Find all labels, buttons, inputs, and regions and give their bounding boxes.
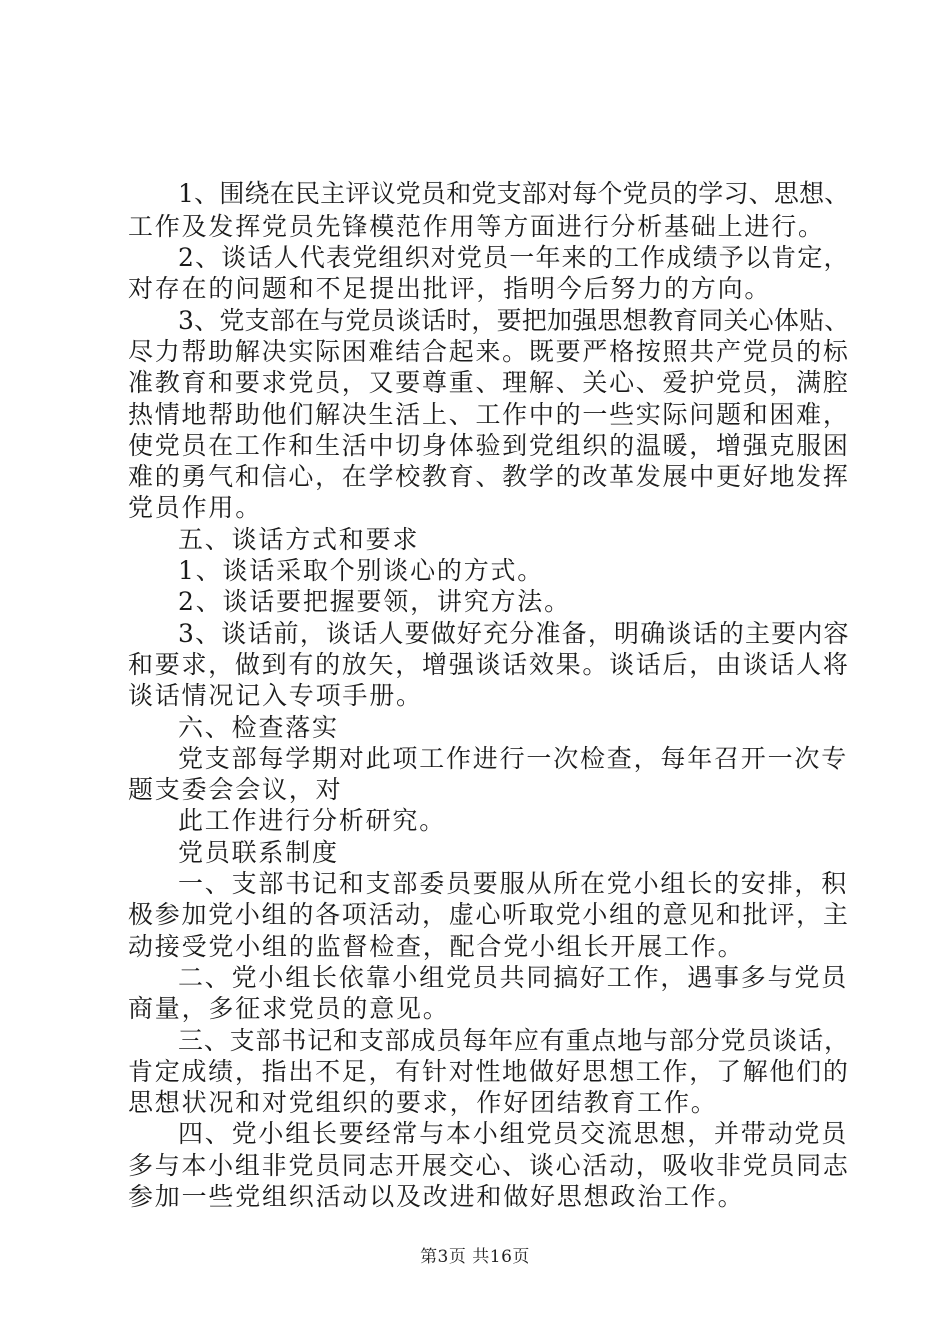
text-line: 极参加党小组的各项活动，虚心听取党小组的意见和批评，主 — [128, 900, 850, 929]
text-line: 难的勇气和信心，在学校教育、教学的改革发展中更好地发挥 — [128, 462, 850, 491]
text-line: 2、谈话人代表党组织对党员一年来的工作成绩予以肯定， — [178, 243, 850, 272]
section-heading: 五、谈话方式和要求 — [178, 525, 420, 554]
text-line: 1、围绕在民主评议党员和党支部对每个党员的学习、思想、 — [178, 179, 850, 208]
text-line: 尽力帮助解决实际困难结合起来。既要严格按照共产党员的标 — [128, 337, 850, 366]
text-line: 三、支部书记和支部成员每年应有重点地与部分党员谈话， — [178, 1026, 850, 1055]
text-line: 商量，多征求党员的意见。 — [128, 994, 450, 1023]
text-line: 热情地帮助他们解决生活上、工作中的一些实际问题和困难， — [128, 400, 850, 429]
text-line: 3、谈话前，谈话人要做好充分准备，明确谈话的主要内容 — [178, 619, 850, 648]
text-line: 思想状况和对党组织的要求，作好团结教育工作。 — [128, 1088, 718, 1117]
text-line: 和要求，做到有的放矢，增强谈话效果。谈话后，由谈话人将 — [128, 650, 850, 679]
text-line: 使党员在工作和生活中切身体验到党组织的温暖，增强克服困 — [128, 431, 850, 460]
text-line: 准教育和要求党员，又要尊重、理解、关心、爱护党员，满腔 — [128, 368, 850, 397]
text-line: 此工作进行分析研究。 — [178, 806, 447, 835]
text-line: 二、党小组长依靠小组党员共同搞好工作，遇事多与党员 — [178, 963, 849, 992]
section-heading: 党员联系制度 — [178, 838, 339, 867]
text-line: 3、党支部在与党员谈话时，要把加强思想教育同关心体贴、 — [178, 306, 850, 335]
text-line: 多与本小组非党员同志开展交心、谈心活动，吸收非党员同志 — [128, 1151, 850, 1180]
text-line: 动接受党小组的监督检查，配合党小组长开展工作。 — [128, 932, 745, 961]
text-line: 谈话情况记入专项手册。 — [128, 681, 423, 710]
text-line: 一、支部书记和支部委员要服从所在党小组长的安排，积 — [178, 869, 849, 898]
text-line: 党员作用。 — [128, 493, 263, 522]
text-line: 题支委会会议，对 — [128, 775, 343, 804]
text-line: 1、谈话采取个别谈心的方式。 — [178, 556, 545, 585]
text-line: 2、谈话要把握要领，讲究方法。 — [178, 587, 571, 616]
text-line: 肯定成绩，指出不足，有针对性地做好思想工作，了解他们的 — [128, 1057, 850, 1086]
text-line: 四、党小组长要经常与本小组党员交流思想，并带动党员 — [178, 1119, 849, 1148]
text-line: 工作及发挥党员先锋模范作用等方面进行分析基础上进行。 — [128, 212, 825, 241]
section-heading: 六、检查落实 — [178, 713, 339, 742]
text-line: 对存在的问题和不足提出批评，指明今后努力的方向。 — [128, 274, 772, 303]
text-line: 党支部每学期对此项工作进行一次检查，每年召开一次专 — [178, 744, 849, 773]
text-line: 参加一些党组织活动以及改进和做好思想政治工作。 — [128, 1182, 745, 1211]
page-footer: 第3页 共16页 — [420, 1247, 530, 1267]
